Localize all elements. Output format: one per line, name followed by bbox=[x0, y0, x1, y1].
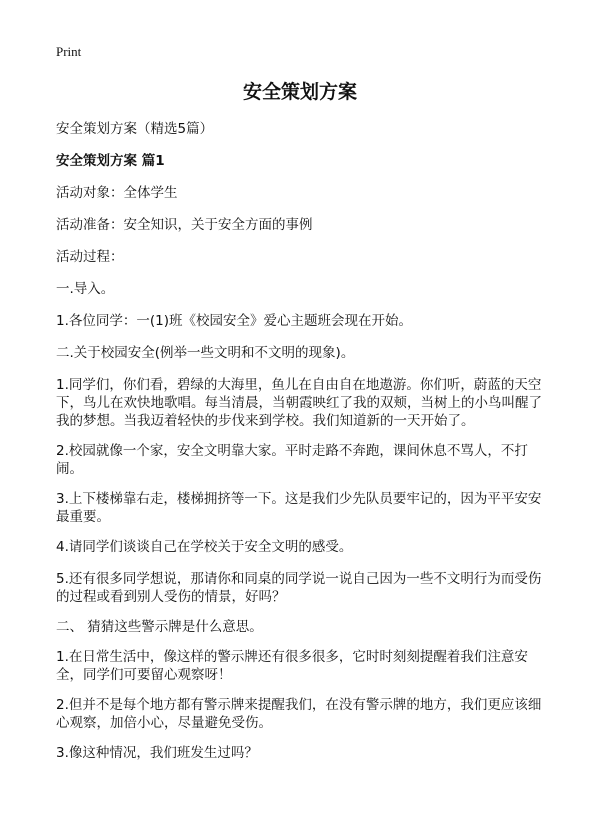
paragraph-campus-safety-heading: 二.关于校园安全(例举一些文明和不文明的现象)。 bbox=[56, 345, 355, 361]
paragraph-campus-safety-5: 5.还有很多同学想说，那请你和同桌的同学说一说自己因为一些不文明行为而受伤的过程或看到别人受伤的情景，好吗？ bbox=[56, 571, 542, 605]
paragraph-intro-1: 1.各位同学：一(1)班《校园安全》爱心主题班会现在开始。 bbox=[56, 313, 413, 329]
paragraph-campus-safety-3: 3.上下楼梯靠右走，楼梯拥挤等一下。这是我们少先队员要牢记的，因为平平安安最重要。 bbox=[56, 491, 542, 525]
paragraph-activity-process: 活动过程： bbox=[56, 249, 124, 265]
paragraph-signs-heading: 二、 猜猜这些警示牌是什么意思。 bbox=[56, 619, 263, 635]
paragraph-signs-3: 3.像这种情况，我们班发生过吗？ bbox=[56, 745, 258, 761]
paragraph-campus-safety-4: 4.请同学们谈谈自己在学校关于安全文明的感受。 bbox=[56, 539, 353, 555]
paragraph-activity-prep: 活动准备：安全知识，关于安全方面的事例 bbox=[56, 217, 313, 233]
paragraph-intro-heading: 一.导入。 bbox=[56, 281, 115, 297]
paragraph-activity-target: 活动对象：全体学生 bbox=[56, 185, 178, 201]
paragraph-campus-safety-2: 2.校园就像一个家，安全文明靠大家。平时走路不奔跑，课间休息不骂人，不打闹。 bbox=[56, 443, 528, 477]
document-title: 安全策划方案 bbox=[242, 81, 357, 103]
paragraph-campus-safety-1: 1.同学们，你们看，碧绿的大海里，鱼儿在自由自在地遨游。你们听，蔚蓝的天空下，鸟儿在欢快地歌唱。每当清晨，当朝霞映红了我的双颊，当树上的小鸟叫醒了我的梦想。当我迈着轻快的步伐来到学校。我们知道新的一天开始了。 bbox=[56, 377, 542, 429]
section-heading: 安全策划方案 篇1 bbox=[56, 153, 165, 169]
paragraph-signs-2: 2.但并不是每个地方都有警示牌来提醒我们，在没有警示牌的地方，我们更应该细心观察，加倍小心，尽量避免受伤。 bbox=[56, 697, 542, 731]
print-label: Print bbox=[56, 44, 82, 59]
document-subtitle: 安全策划方案（精选5篇） bbox=[56, 121, 214, 137]
paragraph-signs-1: 1.在日常生活中，像这样的警示牌还有很多很多，它时时刻刻提醒着我们注意安全，同学们可要留心观察呀！ bbox=[56, 649, 528, 683]
